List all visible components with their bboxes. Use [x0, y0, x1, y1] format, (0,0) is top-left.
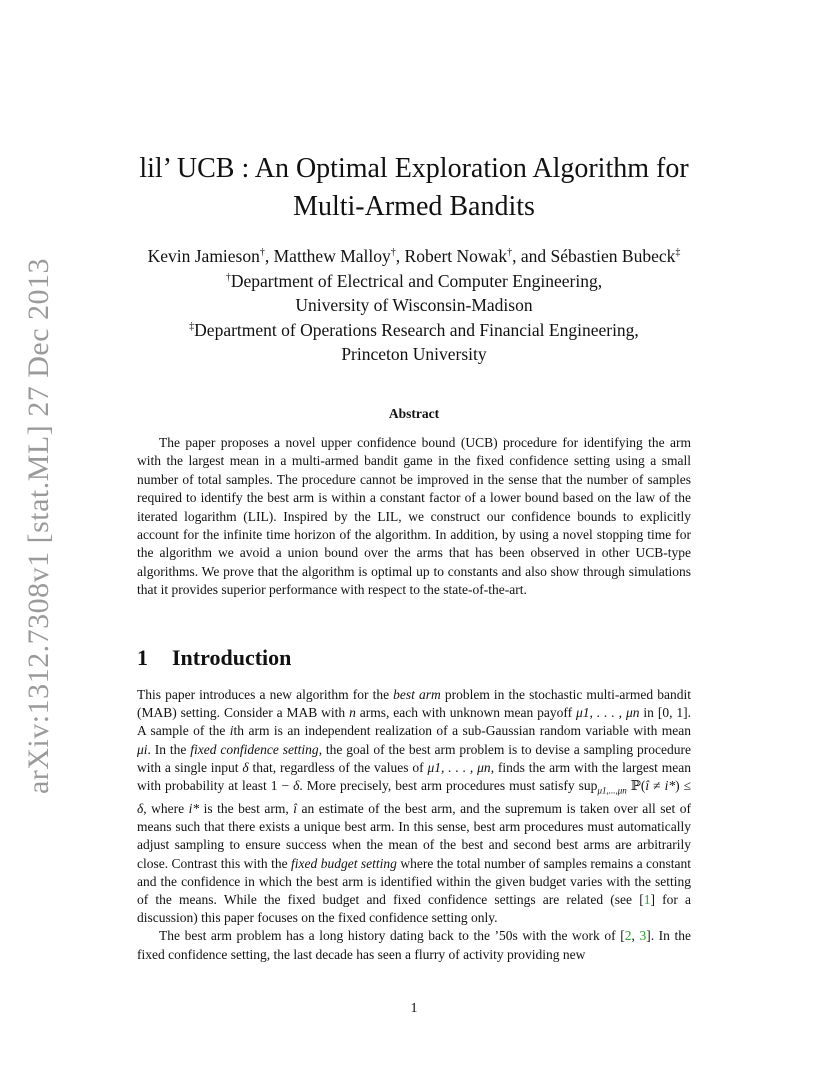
math-means: μ1, . . . , μn: [576, 705, 640, 721]
text-run: ]. In the fixed confidence setting, the last decade has seen a flurry of activity providing new: [137, 928, 691, 962]
math-i-star: i*: [188, 800, 200, 816]
affiliation-1: [90, 269, 738, 294]
arxiv-identifier: arXiv:1312.7308v1 [stat.ML] 27 Dec 2013: [22, 257, 56, 795]
citation-link[interactable]: 1: [643, 891, 651, 907]
affiliation-2-line-2: Princeton University: [341, 344, 487, 364]
author-separator: ,: [264, 246, 274, 266]
text-run: . More precisely, best arm procedures must satisfy sup: [299, 778, 598, 794]
emphasis-fixed-confidence: fixed confidence setting: [190, 741, 319, 757]
text-run: This paper introduces a new algorithm for the: [137, 687, 394, 702]
text-run: ) ≤: [675, 778, 691, 794]
section-heading: [137, 644, 691, 672]
text-run: ℙ(: [626, 778, 646, 794]
text-run: an estimate of the best arm, and the supremum is taken over all set of means such that there exists a unique best arm. In this sense, best arm procedures must automatically adjust sampling to ensure success when the mean of the best and second best arms are arbitrarily close. Contrast this with the: [137, 800, 692, 871]
affiliation-2-line-1: Department of Operations Research and Financial Engineering,: [194, 319, 639, 340]
math-i: i: [229, 723, 234, 739]
math-subscript: μ1,...,μn: [597, 785, 627, 796]
math-delta: δ: [137, 800, 144, 816]
text-run: , where: [143, 800, 189, 816]
affiliation-mark: †: [507, 247, 513, 259]
author-name: Kevin Jamieson: [147, 246, 260, 266]
abstract-text: The paper proposes a novel upper confidence bound (UCB) procedure for identifying the arm with the largest mean in a multi-armed bandit game in the fixed confidence setting using a small number of total samples. The procedure cannot be improved in the sense that the number of samples required to identify the best arm is within a constant factor of a lower bound based on the law of the iterated logarithm (LIL). Inspired by the LIL, we construct our confidence bounds to explicitly account for the infinite time horizon of the algorithm. In addition, by using a novel stopping time for the algorithm we avoid a union bound over the arms that has been observed in other UCB-type algorithms. We prove that the algorithm is optimal up to constants and also show through simulations that it provides superior performance with respect to the state-of-the-art.: [137, 435, 691, 598]
text-run: th arm is an independent realization of a sub-Gaussian random variable with mean: [233, 723, 692, 739]
text-run: ≠: [649, 778, 665, 794]
affiliation-mark: ‡: [189, 320, 195, 332]
arxiv-side-stamp: [19, 257, 59, 795]
text-run: , finds the arm with the largest mean with probability at least 1 −: [137, 759, 691, 794]
math-mu-i: μi: [137, 741, 148, 757]
author-separator: ,: [395, 246, 405, 266]
math-n: n: [349, 705, 356, 721]
section-number: 1: [137, 645, 148, 670]
intro-paragraph-2: [137, 927, 691, 963]
affiliation-2: [90, 318, 738, 343]
text-run: The best arm problem has a long history dating back to the ’50s with the work of [: [159, 928, 625, 944]
citation-link[interactable]: 2: [624, 928, 632, 944]
emphasis-fixed-budget: fixed budget setting: [291, 855, 397, 871]
text-run: ] for a discussion) this paper focuses on the fixed confidence setting only.: [137, 891, 691, 926]
math-delta: δ: [242, 759, 249, 775]
text-run: , the goal of the best arm problem is to devise a sampling procedure with a single input: [137, 741, 691, 775]
abstract-heading: Abstract: [388, 406, 440, 421]
text-run: that, regardless of the values of: [248, 759, 428, 775]
intro-paragraph-1: [137, 686, 691, 927]
author-name: Robert Nowak: [404, 246, 508, 266]
math-i-hat: î: [645, 778, 650, 794]
author-name: Matthew Malloy: [273, 246, 391, 266]
title-line-2: Multi-Armed Bandits: [293, 191, 535, 222]
text-run: . In the: [147, 741, 191, 757]
math-i-hat: î: [293, 800, 298, 816]
math-delta: δ: [293, 778, 300, 794]
affiliation-mark: †: [259, 247, 265, 259]
author-block: [90, 244, 738, 367]
affiliation-mark: †: [390, 247, 396, 259]
affiliation-mark: ‡: [675, 247, 681, 259]
text-run: in [0, 1]. A sample of the: [137, 705, 691, 739]
page-number: 1: [410, 1001, 418, 1016]
paper-title: [90, 150, 738, 226]
author-separator: , and: [512, 246, 551, 266]
citation-link[interactable]: 3: [639, 928, 647, 944]
section-title: Introduction: [172, 645, 292, 670]
emphasis-best-arm: best arm: [393, 687, 441, 702]
text-run: is the best arm,: [199, 800, 294, 816]
math-means: μ1, . . . , μn: [427, 759, 491, 775]
math-i-star: i*: [664, 778, 676, 794]
text-run: arms, each with unknown mean payoff: [355, 705, 577, 721]
title-line-1: lil’ UCB : An Optimal Exploration Algorithm for: [139, 153, 689, 184]
text-run: where the total number of samples remains a constant and the confidence in which the best arm is identified within the given budget varies with the setting of the means. While the fixed budget and fixed confidence settings are related (see [: [137, 855, 691, 907]
text-run: problem in the stochastic multi-armed bandit (MAB) setting. Consider a MAB with: [137, 687, 691, 721]
introduction-body: [137, 686, 691, 964]
affiliation-1-line-1: Department of Electrical and Computer Engineering,: [230, 270, 603, 291]
text-run: ,: [631, 928, 640, 944]
affiliation-1-line-2: University of Wisconsin-Madison: [295, 295, 533, 315]
affiliation-mark: †: [225, 271, 231, 283]
author-list: [90, 244, 738, 269]
author-name: Sébastien Bubeck: [550, 246, 676, 266]
